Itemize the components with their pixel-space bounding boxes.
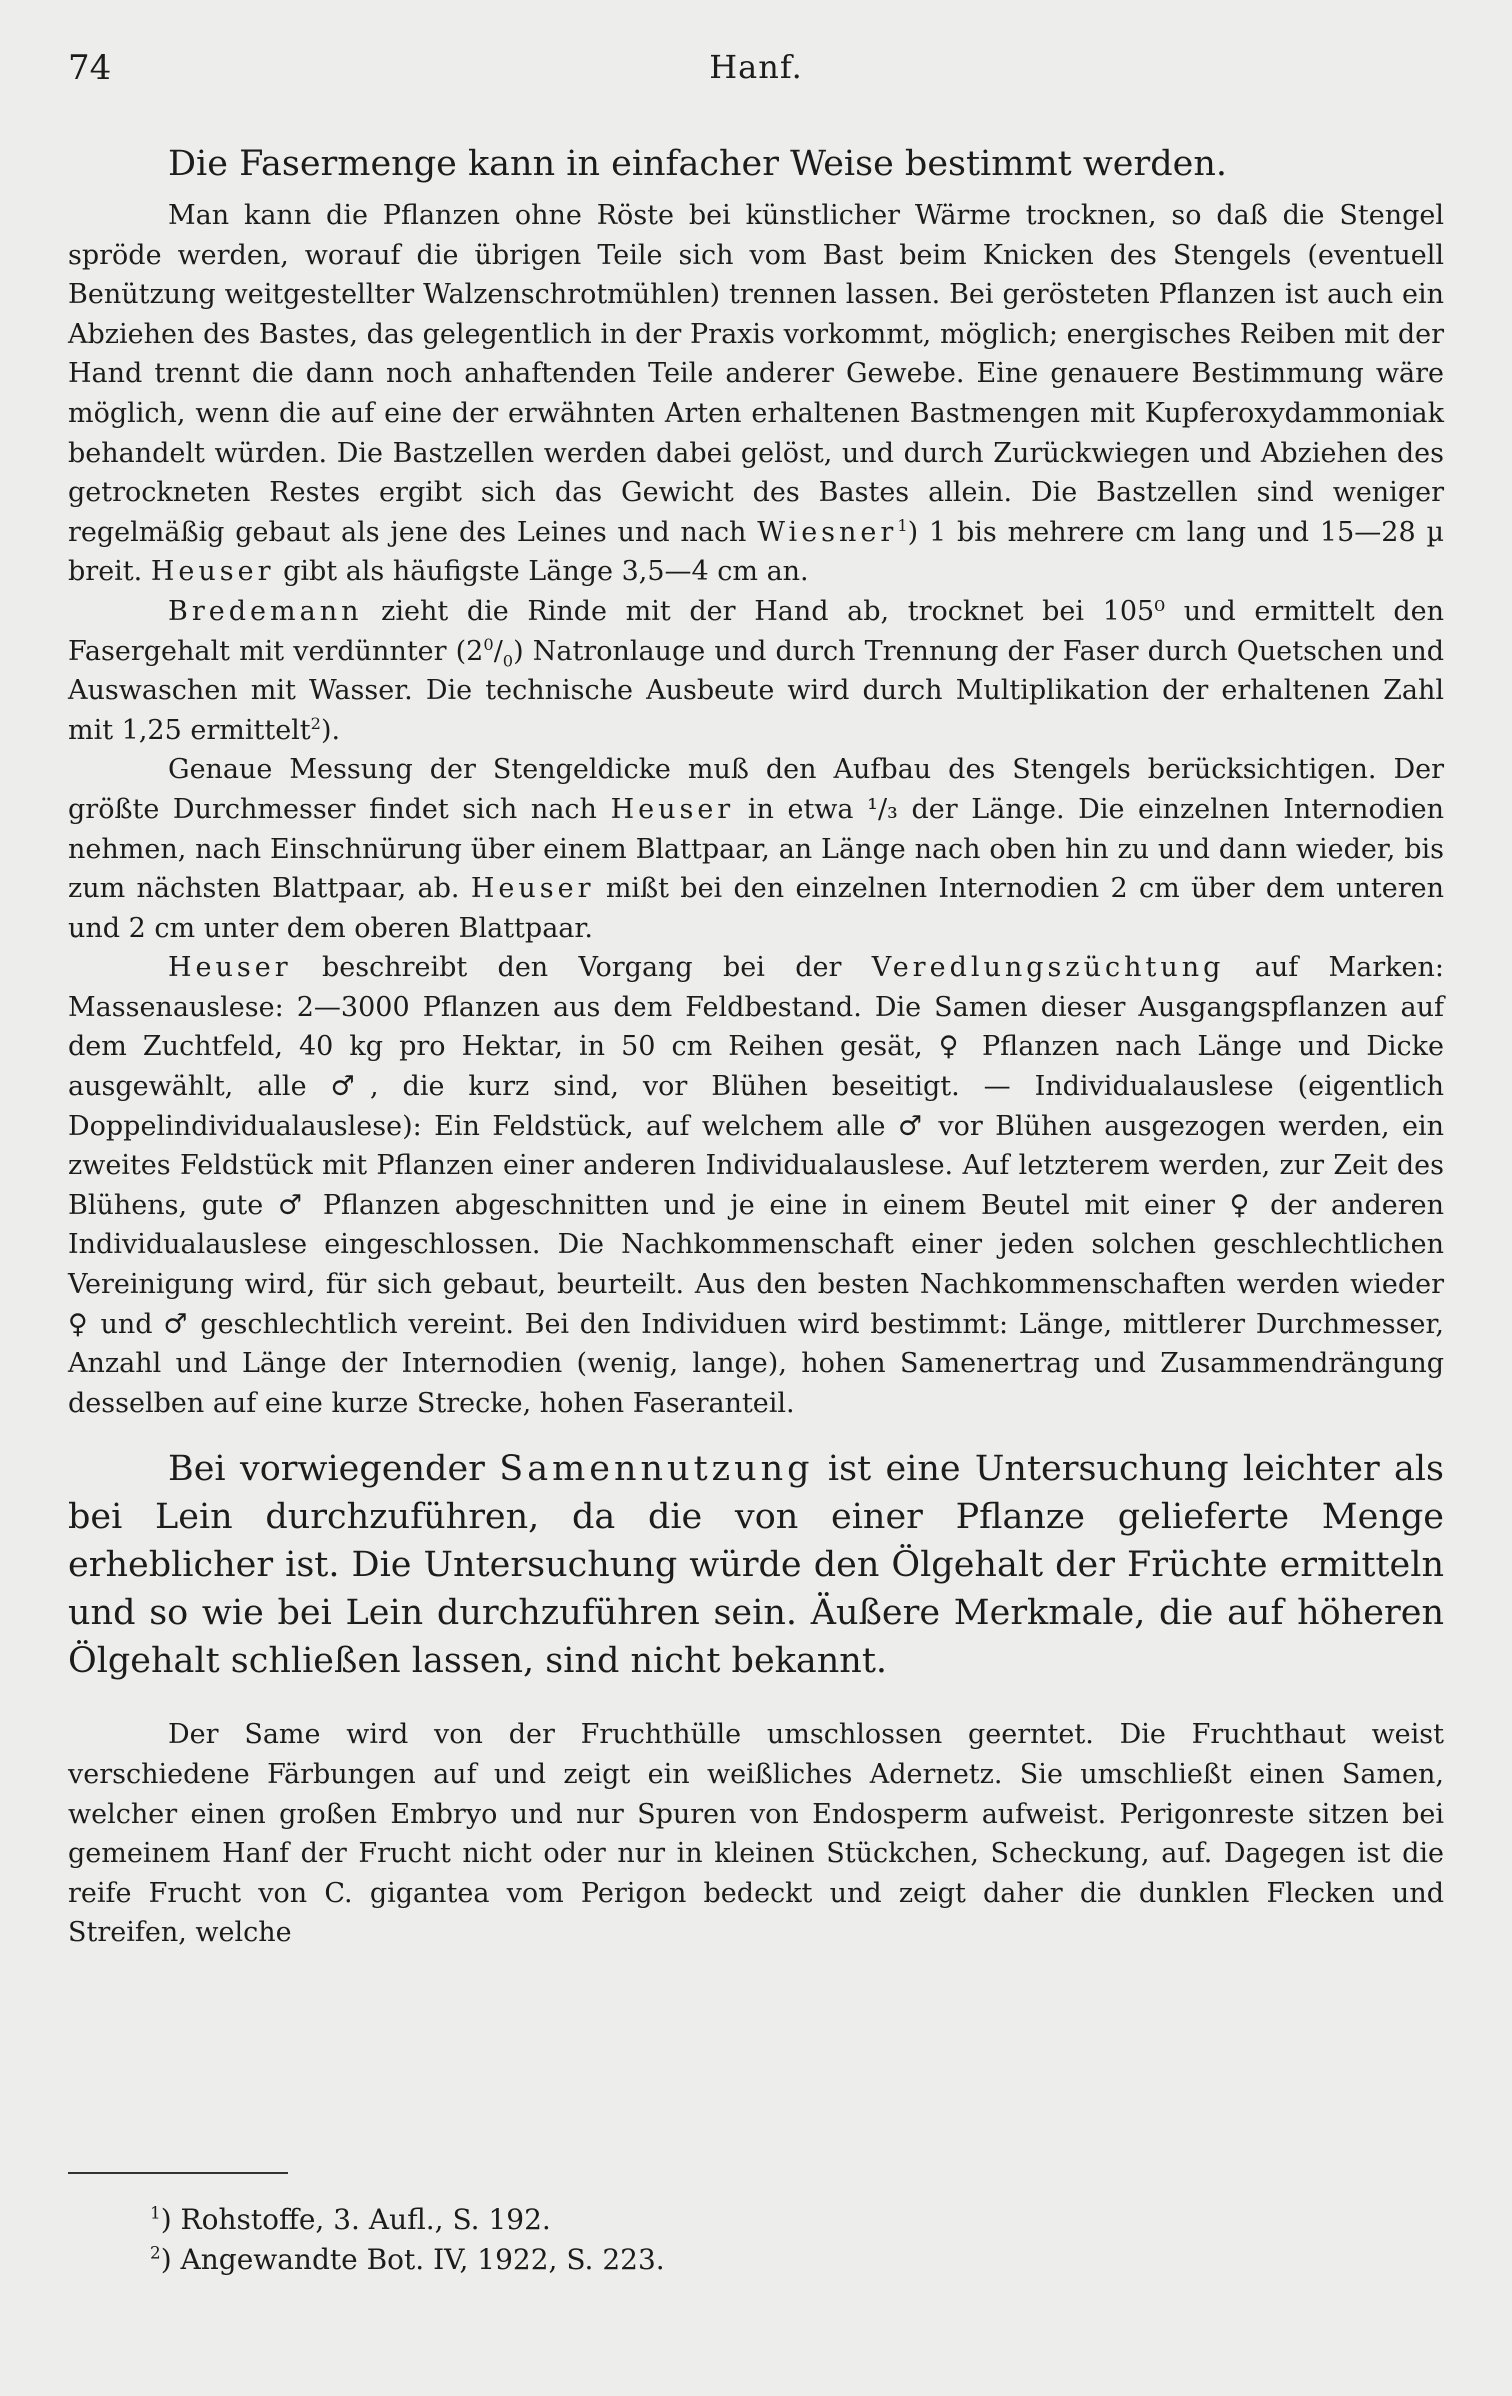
text-span: in etwa ¹/₃ der Länge. Die einzelnen Internodien nehmen, nach Einschnürung über einem Blattpaar, an Länge nach oben hin zu und dann wieder, bis zum nächsten Blattpaar, ab. [68, 793, 1444, 905]
footnote-ref[interactable]: 1 [897, 515, 908, 535]
paragraph-seed-usage [68, 1445, 1444, 1685]
paragraph-bredemann: Bredemann zieht die Rinde mit der Hand ab, trocknet bei 105⁰ und ermittelt den Fasergehalt mit verdünnter $(2^0/_0)$ Natronlauge und durch Trennung der Faser durch Quetschen und Auswaschen mit Wasser. Die technische Ausbeute wird durch Multiplikation der erhaltenen Zahl mit 1,25 ermittelt$^2$). [68, 595, 1444, 746]
paragraph-fiber-method [68, 196, 1444, 592]
footnote-divider [68, 2172, 288, 2174]
subscript: 0 [502, 650, 514, 670]
text-span: Bei vorwiegender [168, 1449, 500, 1490]
text-span: ) 1 bis mehrere cm lang und 15—28 µ breit. [68, 516, 1445, 588]
paragraph-stem-measurement [68, 750, 1444, 948]
footnote-text: ) Rohstoffe, 3. Aufl., S. 192. [160, 2203, 551, 2236]
body-text [68, 140, 1444, 1953]
footnote-2 [150, 2240, 1350, 2280]
footnote-mark: 2 [150, 2242, 161, 2263]
footnote-mark: 1 [150, 2202, 161, 2223]
text-span: auf Marken: Massenauslese: 2—3000 Pflanzen aus dem Feldbestand. Die Samen dieser Ausgangspflanzen auf dem Zuchtfeld, 40 kg pro Hektar, in 50 cm Reihen gesät, ♀ Pflanzen nach Länge und Dicke ausgewählt, alle ♂, die kurz sind, vor Blühen beseitigt. — Individualauslese (eigentlich Doppelindividualauslese): Ein Feldstück, auf welchem alle ♂ vor Blühen ausgezogen werden, ein zweites Feldstück mit Pflanzen einer anderen Individualauslese. Auf letzterem werden, zur Zeit des Blühens, gute ♂ Pflanzen abgeschnitten und je eine in einem Beutel mit einer ♀ der anderen Individualauslese eingeschlossen. Die Nachkommenschaft einer jeden solchen geschlechtlichen Vereinigung wird, für sich gebaut, beurteilt. Aus den besten Nachkommenschaften werden wieder ♀ und ♂ geschlechtlich vereint. Bei den Individuen wird bestimmt: Länge, mittlerer Durchmesser, Anzahl und Länge der Internodien (wenig, lange), hohen Samenertrag und Zusammendrängung desselben auf eine kurze Strecke, hohen Faseranteil. [68, 952, 1445, 1419]
emphasized-term: Samennutzung [499, 1449, 814, 1490]
text-span: Genaue Messung der Stengeldicke muß den Aufbau des Stengels berücksichtigen. Der größte Durchmesser findet sich nach [68, 754, 1444, 825]
paragraph-seed-description: Der Same wird von der Fruchthülle umschlossen geerntet. Die Fruchthaut weist verschiedene Färbungen auf und zeigt ein weißliches Adernetz. Sie umschließt einen Samen, welcher einen großen Embryo und nur Spuren von Endosperm aufweist. Perigonreste sitzen bei gemeinem Hanf der Frucht nicht oder nur in kleinen Stückchen, Scheckung, auf. Dagegen ist die reife Frucht von C. gigantea vom Perigon bedeckt und zeigt daher die dunklen Flecken und Streifen, welche [68, 1719, 1444, 1949]
footnotes [150, 2200, 1350, 2280]
author-name: Bredemann [168, 595, 363, 627]
emphasized-term: Veredlungszüchtung [871, 952, 1225, 984]
page-number: 74 [68, 48, 112, 88]
text-span: mißt bei den einzelnen Internodien 2 cm über dem unteren und 2 cm unter dem oberen Blattpaar. [68, 873, 1444, 944]
page-header [68, 48, 1444, 98]
author-name: Heuser [610, 793, 735, 825]
text-span: beschreibt den Vorgang bei der [291, 952, 872, 984]
paragraph-breeding [68, 948, 1444, 1423]
author-name: Heuser [168, 952, 292, 984]
section-heading: Die Fasermenge kann in einfacher Weise bestimmt werden. [168, 144, 1228, 184]
author-name: Wiesner [757, 516, 898, 548]
footnote-ref[interactable]: 2 [310, 713, 321, 733]
footnote-text: ) Angewandte Bot. IV, 1922, S. 223. [160, 2243, 665, 2276]
text-span: gibt als häufigste Länge 3,5—4 cm an. [274, 556, 809, 588]
text-span: ). [320, 714, 341, 746]
text-span: ) Natronlauge und durch Trennung der Faser durch Quetschen und Auswaschen mit Wasser. Die technische Ausbeute wird durch Multiplikation der erhaltenen Zahl mit 1,25 ermittelt [68, 635, 1444, 746]
running-head: Hanf. [709, 48, 803, 86]
author-name: Heuser [150, 556, 275, 588]
footnote-1 [150, 2200, 1350, 2240]
superscript: 0 [483, 634, 494, 654]
text-span: ist eine Untersuchung leichter als bei Lein durchzuführen, da die von einer Pflanze gelieferte Menge erheblicher ist. Die Untersuchung würde den Ölgehalt der Früchte ermitteln und so wie bei Lein durchzuführen sein. Äußere Merkmale, die auf höheren Ölgehalt schließen lassen, sind nicht bekannt. [68, 1449, 1445, 1682]
author-name: Heuser [470, 873, 595, 905]
text-span: zieht die Rinde mit der Hand ab, trocknet bei 105⁰ und ermittelt den Fasergehalt mit verdünnter (2 [68, 595, 1444, 667]
text-span: Man kann die Pflanzen ohne Röste bei künstlicher Wärme trocknen, so daß die Stengel spröde werden, worauf die übrigen Teile sich vom Bast beim Knicken des Stengels (eventuell Benützung weitgestellter Walzenschrotmühlen) trennen lassen. Bei gerösteten Pflanzen ist auch ein Abziehen des Bastes, das gelegentlich in der Praxis vorkommt, möglich; energisches Reiben mit der Hand trennt die dann noch anhaftenden Teile anderer Gewebe. Eine genauere Bestimmung wäre möglich, wenn die auf eine der erwähnten Arten erhaltenen Bastmengen mit Kupferoxydammoniak behandelt würden. Die Bastzellen werden dabei gelöst, und durch Zurückwiegen und Abziehen des getrockneten Restes ergibt sich das Gewicht des Bastes allein. Die Bastzellen sind weniger regelmäßig gebaut als jene des Leines und nach [68, 200, 1444, 548]
